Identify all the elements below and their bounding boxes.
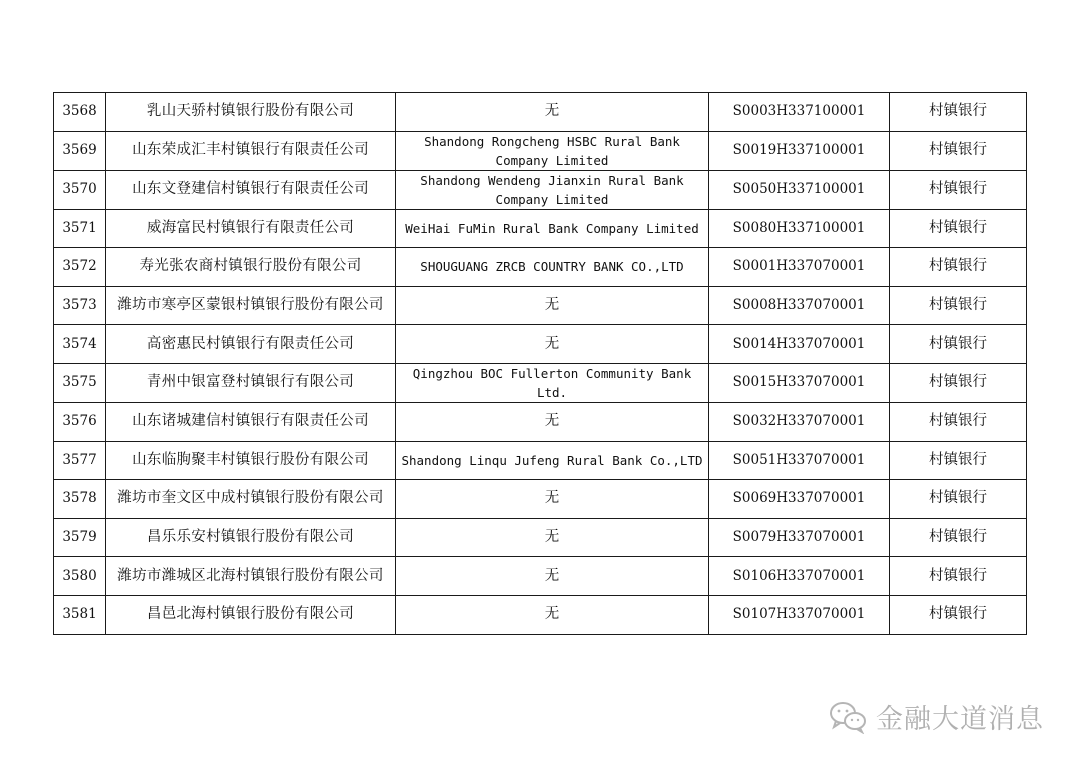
bank-name-cn: 山东临朐聚丰村镇银行股份有限公司 xyxy=(106,441,396,480)
bank-name-cn: 昌邑北海村镇银行股份有限公司 xyxy=(106,595,396,634)
bank-name-cn: 山东文登建信村镇银行有限责任公司 xyxy=(106,170,396,209)
table-row xyxy=(54,441,1027,480)
bank-name-cn: 乳山天骄村镇银行股份有限公司 xyxy=(106,93,396,132)
wechat-icon xyxy=(828,700,868,734)
table-row xyxy=(54,480,1027,519)
institution-code: S0080H337100001 xyxy=(709,209,890,248)
bank-name-cn: 潍坊市潍城区北海村镇银行股份有限公司 xyxy=(106,557,396,596)
institution-code: S0069H337070001 xyxy=(709,480,890,519)
bank-name-cn: 寿光张农商村镇银行股份有限公司 xyxy=(106,248,396,287)
institution-type: 村镇银行 xyxy=(890,557,1027,596)
row-number: 3570 xyxy=(54,170,106,209)
bank-name-en: Shandong Rongcheng HSBC Rural Bank Company Limited xyxy=(396,131,709,170)
table-row xyxy=(54,402,1027,441)
bank-name-cn: 潍坊市奎文区中成村镇银行股份有限公司 xyxy=(106,480,396,519)
row-number: 3580 xyxy=(54,557,106,596)
institution-code: S0014H337070001 xyxy=(709,325,890,364)
row-number: 3577 xyxy=(54,441,106,480)
institution-type: 村镇银行 xyxy=(890,402,1027,441)
bank-name-cn: 山东诸城建信村镇银行有限责任公司 xyxy=(106,402,396,441)
table-row xyxy=(54,248,1027,287)
institution-type: 村镇银行 xyxy=(890,595,1027,634)
institution-type: 村镇银行 xyxy=(890,131,1027,170)
table-body xyxy=(54,93,1027,635)
bank-name-cn: 山东荣成汇丰村镇银行有限责任公司 xyxy=(106,131,396,170)
institution-code: S0008H337070001 xyxy=(709,286,890,325)
table-row xyxy=(54,557,1027,596)
table-row xyxy=(54,170,1027,209)
bank-name-en: SHOUGUANG ZRCB COUNTRY BANK CO.,LTD xyxy=(396,248,709,287)
institution-type: 村镇银行 xyxy=(890,93,1027,132)
table-row xyxy=(54,595,1027,634)
institution-code: S0051H337070001 xyxy=(709,441,890,480)
row-number: 3575 xyxy=(54,363,106,402)
institution-code: S0050H337100001 xyxy=(709,170,890,209)
bank-name-en: 无 xyxy=(396,93,709,132)
row-number: 3572 xyxy=(54,248,106,287)
row-number: 3573 xyxy=(54,286,106,325)
institution-type: 村镇银行 xyxy=(890,209,1027,248)
bank-name-cn: 威海富民村镇银行有限责任公司 xyxy=(106,209,396,248)
bank-name-cn: 潍坊市寒亭区蒙银村镇银行股份有限公司 xyxy=(106,286,396,325)
bank-name-en: 无 xyxy=(396,595,709,634)
bank-name-en: Shandong Linqu Jufeng Rural Bank Co.,LTD xyxy=(396,441,709,480)
bank-name-cn: 昌乐乐安村镇银行股份有限公司 xyxy=(106,518,396,557)
bank-name-en: 无 xyxy=(396,402,709,441)
table-row xyxy=(54,286,1027,325)
row-number: 3578 xyxy=(54,480,106,519)
row-number: 3569 xyxy=(54,131,106,170)
table-row xyxy=(54,131,1027,170)
bank-name-en: Qingzhou BOC Fullerton Community Bank Ltd. xyxy=(396,363,709,402)
table-row xyxy=(54,363,1027,402)
bank-name-cn: 高密惠民村镇银行有限责任公司 xyxy=(106,325,396,364)
institution-code: S0106H337070001 xyxy=(709,557,890,596)
row-number: 3576 xyxy=(54,402,106,441)
institution-code: S0003H337100001 xyxy=(709,93,890,132)
institution-code: S0079H337070001 xyxy=(709,518,890,557)
table-row xyxy=(54,93,1027,132)
row-number: 3581 xyxy=(54,595,106,634)
watermark-text: 金融大道消息 xyxy=(876,704,1044,735)
institution-type: 村镇银行 xyxy=(890,363,1027,402)
table-row xyxy=(54,209,1027,248)
institution-code: S0107H337070001 xyxy=(709,595,890,634)
institution-type: 村镇银行 xyxy=(890,248,1027,287)
institution-type: 村镇银行 xyxy=(890,518,1027,557)
institution-type: 村镇银行 xyxy=(890,441,1027,480)
institution-type: 村镇银行 xyxy=(890,286,1027,325)
institution-type: 村镇银行 xyxy=(890,170,1027,209)
institution-type: 村镇银行 xyxy=(890,480,1027,519)
row-number: 3568 xyxy=(54,93,106,132)
watermark xyxy=(828,697,1044,736)
bank-name-en: 无 xyxy=(396,518,709,557)
table-row xyxy=(54,325,1027,364)
row-number: 3571 xyxy=(54,209,106,248)
table-row xyxy=(54,518,1027,557)
row-number: 3579 xyxy=(54,518,106,557)
bank-name-en: 无 xyxy=(396,557,709,596)
bank-name-en: 无 xyxy=(396,325,709,364)
institution-type: 村镇银行 xyxy=(890,325,1027,364)
bank-name-en: 无 xyxy=(396,480,709,519)
bank-name-en: 无 xyxy=(396,286,709,325)
bank-name-en: WeiHai FuMin Rural Bank Company Limited xyxy=(396,209,709,248)
institution-code: S0015H337070001 xyxy=(709,363,890,402)
row-number: 3574 xyxy=(54,325,106,364)
bank-name-cn: 青州中银富登村镇银行有限公司 xyxy=(106,363,396,402)
bank-list-table xyxy=(53,92,1027,635)
institution-code: S0019H337100001 xyxy=(709,131,890,170)
bank-name-en: Shandong Wendeng Jianxin Rural Bank Company Limited xyxy=(396,170,709,209)
institution-code: S0001H337070001 xyxy=(709,248,890,287)
institution-code: S0032H337070001 xyxy=(709,402,890,441)
